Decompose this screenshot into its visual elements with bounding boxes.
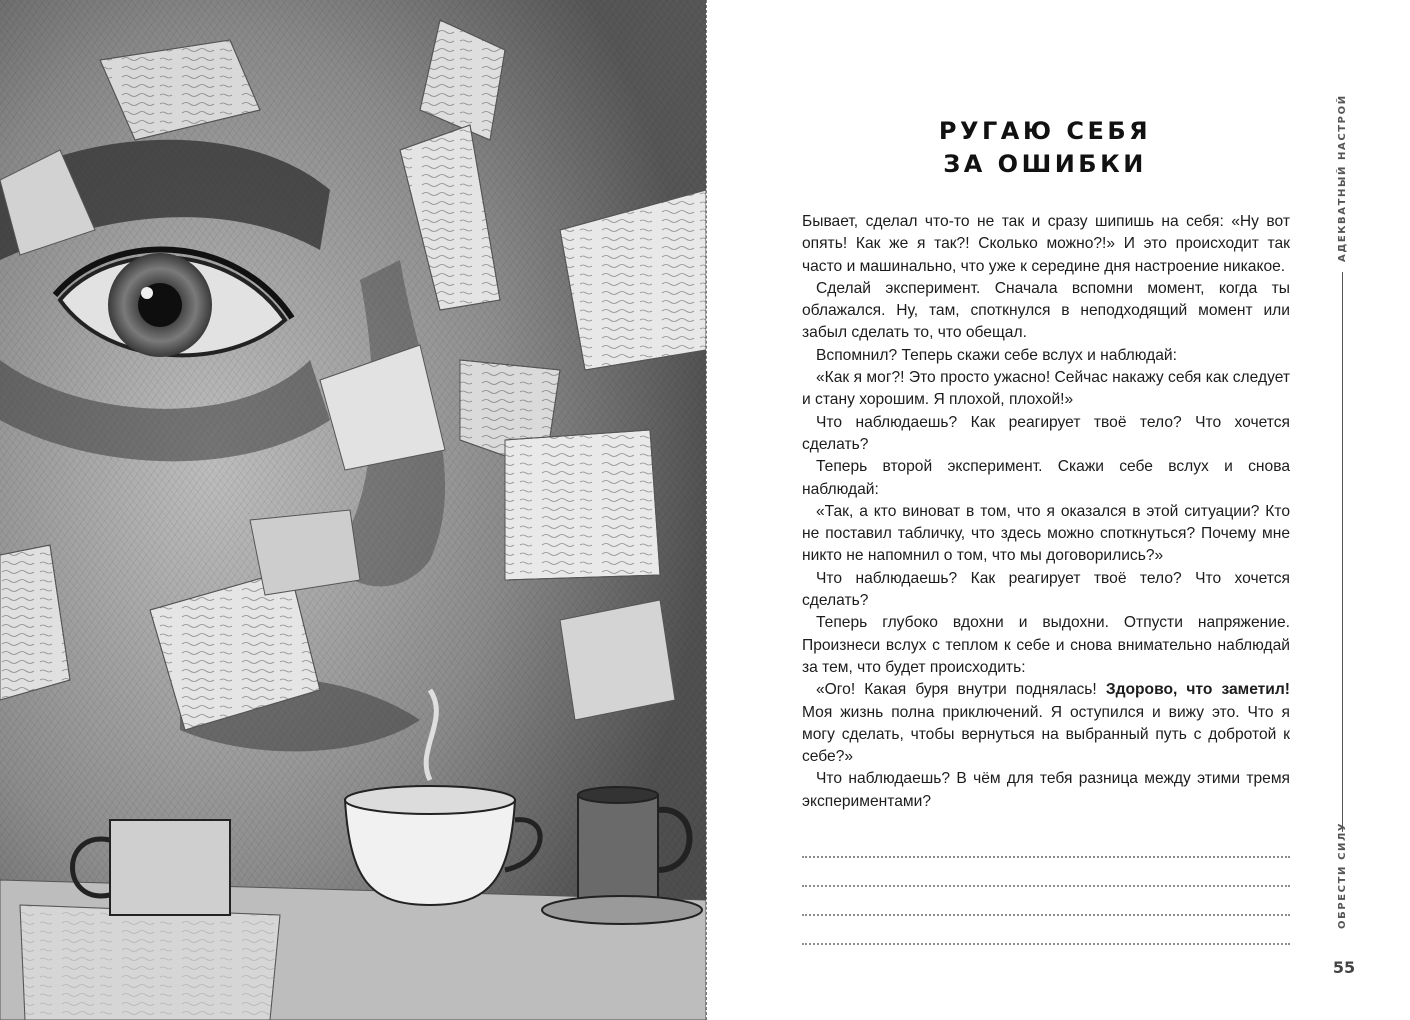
notes-line[interactable]	[802, 887, 1290, 916]
paragraph: Теперь глубоко вдохни и выдохни. Отпусти напряжение. Произнеси вслух с теплом к себе и снова внимательно наблюдай за тем, что будет происходить:	[802, 614, 1290, 676]
paragraph: Что наблюдаешь? В чём для тебя разница между этими тремя экспериментами?	[802, 770, 1290, 810]
side-rule	[1342, 272, 1343, 832]
paragraph: «Так, а кто виноват в том, что я оказался в этой ситуации? Кто не поставил табличку, что здесь можно споткнуться? Почему мне никто не напомнил о том, что мы договорились?»	[802, 502, 1290, 565]
part-side-label: ОБРЕСТИ СИЛУ	[1337, 821, 1348, 929]
paragraph: Что наблюдаешь? Как реагирует твоё тело? Что хочется сделать?	[802, 413, 1290, 453]
bold-phrase: Здорово, что заметил!	[1105, 681, 1290, 699]
notes-line[interactable]	[802, 916, 1290, 945]
notes-line[interactable]	[802, 858, 1290, 887]
paragraph: «Как я мог?! Это просто ужасно! Сейчас накажу себя как следует и стану хорошим. Я плохой, плохой!»	[802, 369, 1290, 409]
notes-line[interactable]	[802, 829, 1290, 858]
page-gutter	[706, 0, 707, 1020]
title-line-1: РУГАЮ СЕБЯ	[938, 117, 1152, 145]
body-text	[802, 211, 1290, 813]
notes-lines	[802, 829, 1290, 945]
bold-paragraph-before: «Ого! Какая буря внутри поднялась!	[816, 681, 1106, 699]
page-number: 55	[1332, 958, 1356, 977]
section-side-label: АДЕКВАТНЫЙ НАСТРОЙ	[1337, 94, 1348, 262]
paragraph: Сделай эксперимент. Сначала вспомни момент, когда ты облажался. Ну, там, споткнулся в неподходящий момент или забыл сделать то, что обещал.	[802, 279, 1290, 342]
bold-paragraph-after: Моя жизнь полна приключений. Я оступился и вижу это. Что я могу сделать, чтобы вернуться на выбранный путь с добротой к себе?»	[802, 703, 1290, 766]
paragraph: Бывает, сделал что-то не так и сразу шипишь на себя: «Ну вот опять! Как же я так?! Сколько можно?!» И это происходит так часто и машинально, что уже к середине дня настроение никакое.	[802, 213, 1290, 275]
paragraph: Теперь второй эксперимент. Скажи себе вслух и снова наблюдай:	[802, 458, 1290, 498]
paragraph-with-bold	[802, 679, 1290, 768]
page-title	[800, 115, 1290, 181]
paragraph: Вспомнил? Теперь скажи себе вслух и наблюдай:	[816, 346, 1177, 364]
title-line-2: ЗА ОШИБКИ	[943, 150, 1147, 178]
paragraph: Что наблюдаешь? Как реагирует твоё тело? Что хочется сделать?	[802, 569, 1290, 610]
